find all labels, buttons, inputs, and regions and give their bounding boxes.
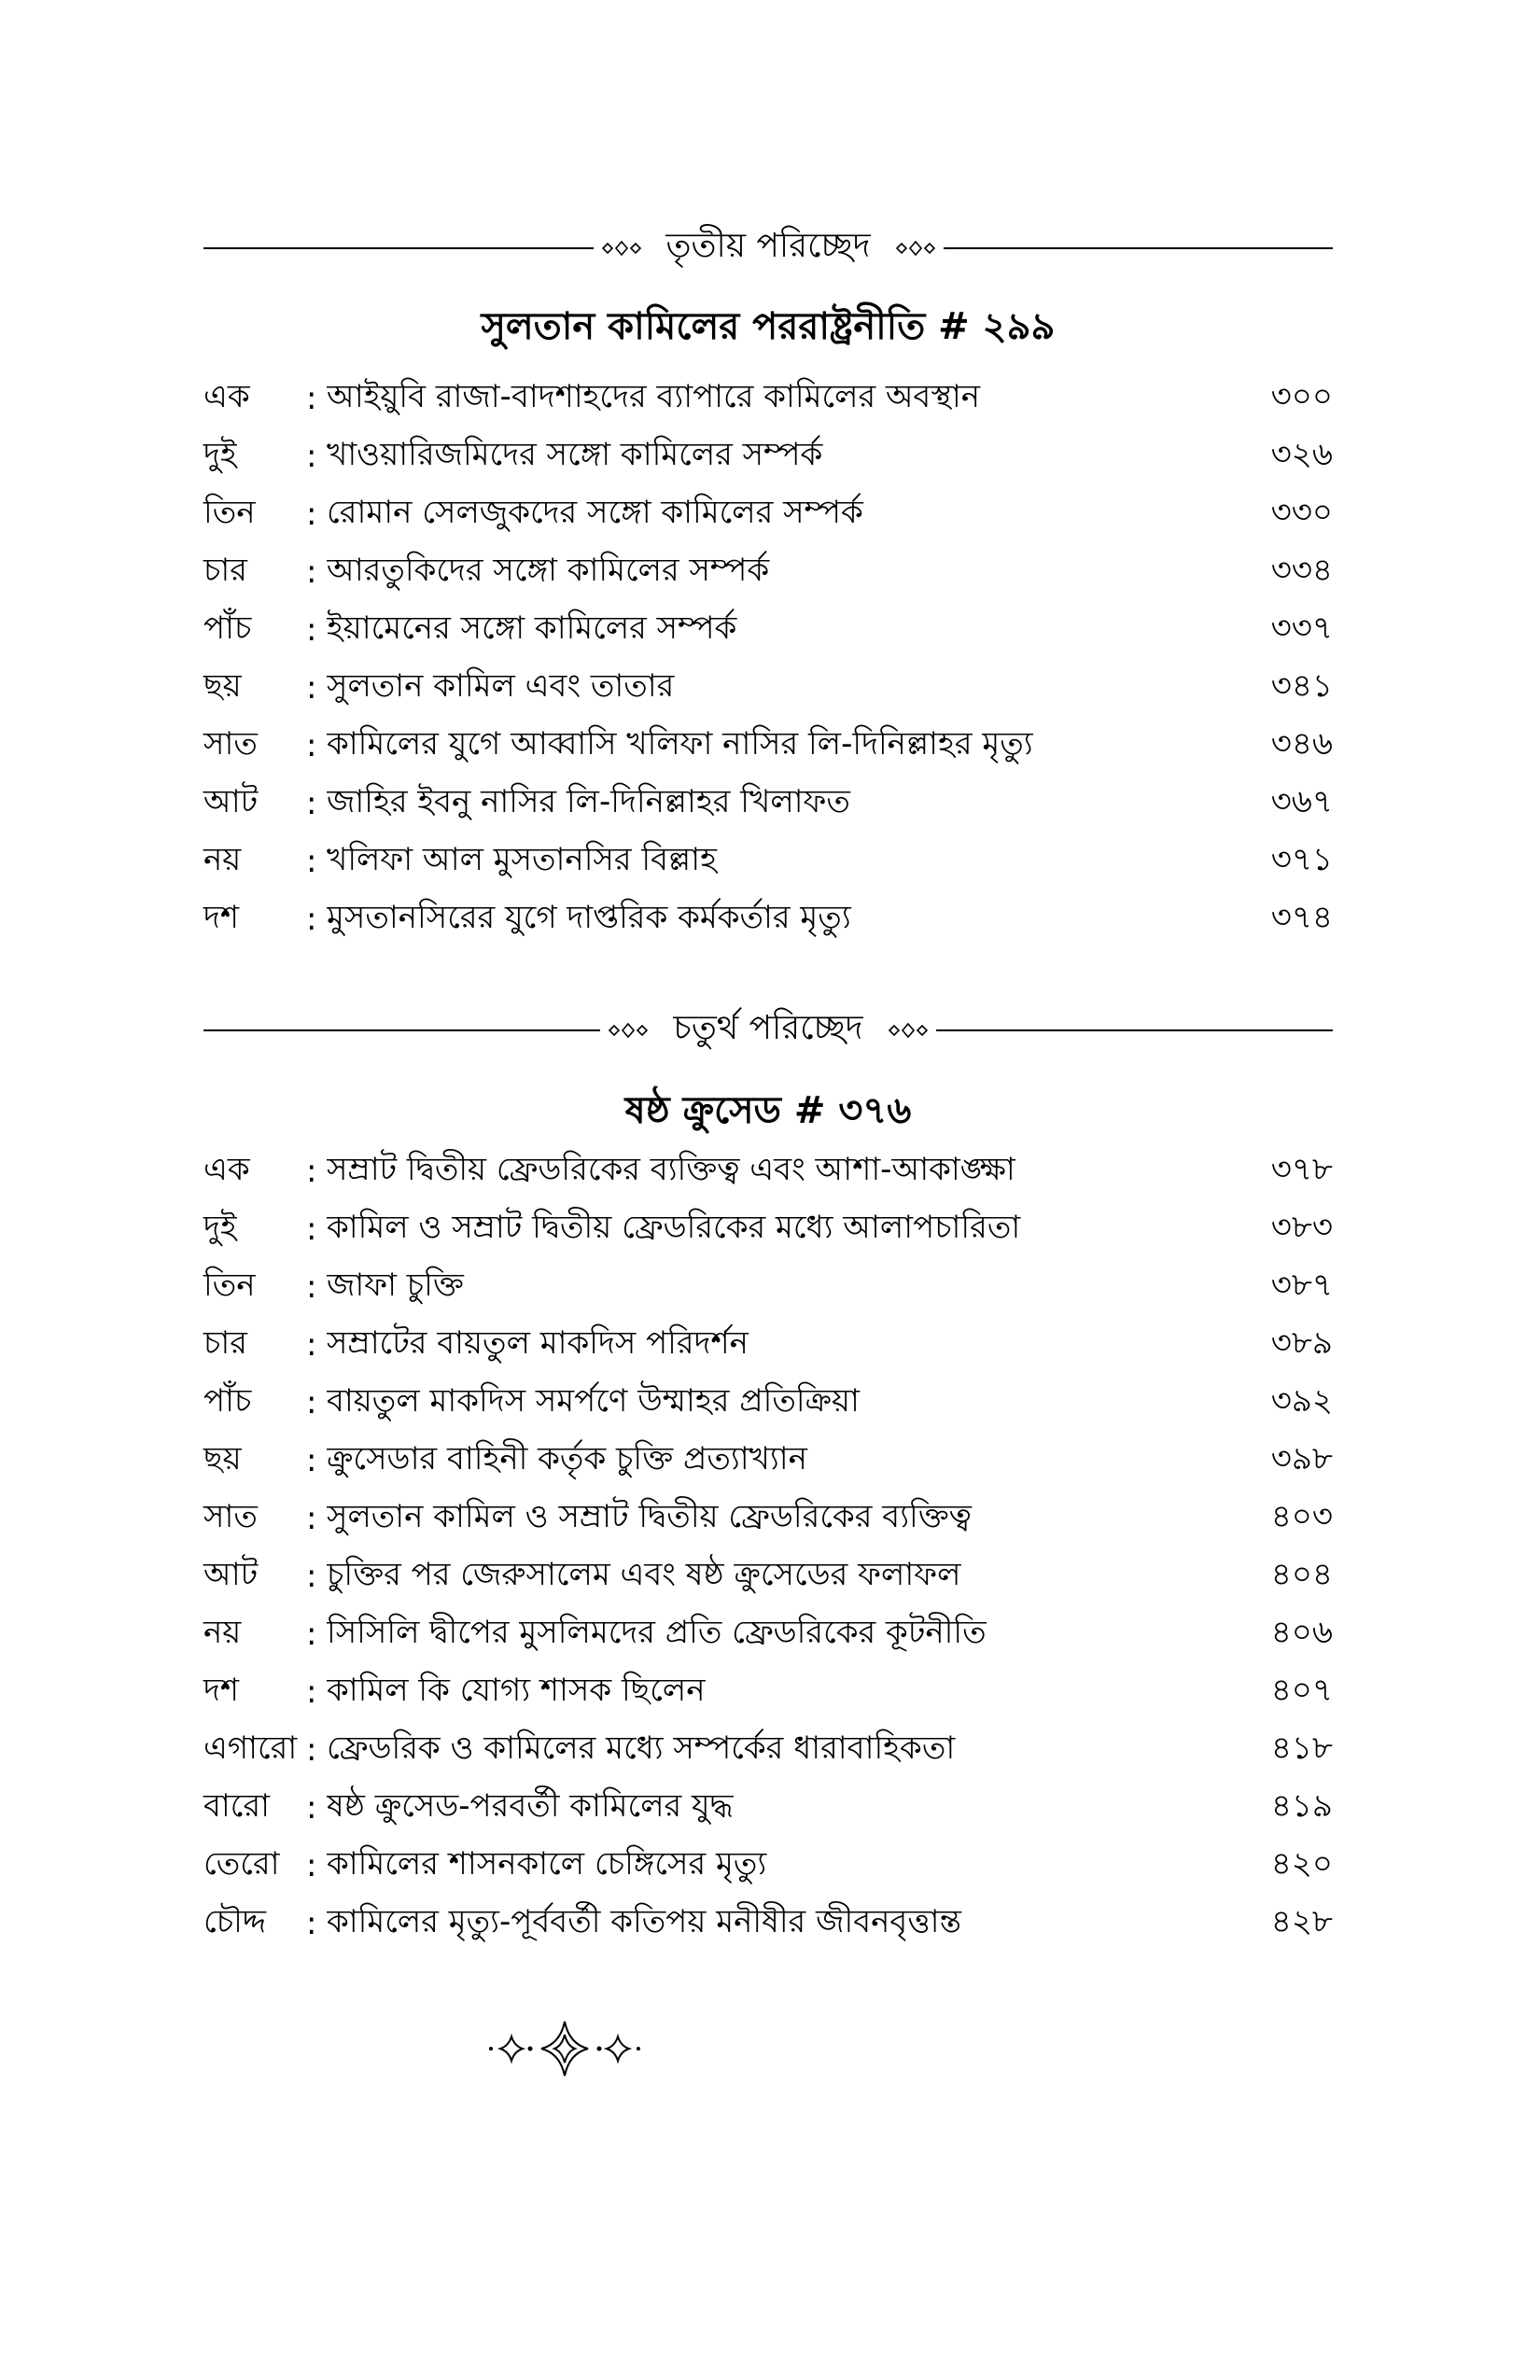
- chapter-heading: তৃতীয় পরিচ্ছেদ: [665, 227, 871, 265]
- entry-number: এক: [203, 377, 250, 415]
- toc-entry[interactable]: [203, 1663, 1333, 1721]
- entry-number: ছয়: [203, 666, 242, 705]
- toc-entry[interactable]: [203, 485, 1333, 543]
- entry-colon: :: [306, 1731, 317, 1769]
- toc-entry[interactable]: [203, 775, 1333, 833]
- entry-colon: :: [306, 1500, 317, 1537]
- diamond-ornament-icon: [891, 239, 940, 258]
- entry-title: আরতুকিদের সঙ্গো কামিলের সম্পর্ক: [327, 551, 770, 589]
- toc-entry[interactable]: [203, 1837, 1333, 1895]
- entry-colon: :: [306, 901, 317, 938]
- entry-page: ৩৯২: [1270, 1381, 1333, 1420]
- toc-entry[interactable]: [203, 370, 1333, 427]
- entry-page: ৪২৮: [1270, 1902, 1333, 1940]
- entry-title: আইয়ুবি রাজা-বাদশাহদের ব্যাপারে কামিলের অবস্থান: [327, 377, 980, 415]
- diamond-ornament-icon: [884, 1021, 932, 1040]
- entry-title: সম্রাটের বায়তুল মাকদিস পরিদর্শন: [327, 1323, 749, 1362]
- entry-page: ৪০৬: [1270, 1613, 1333, 1651]
- entry-title: জাফা চুক্তি: [327, 1266, 464, 1304]
- entry-colon: :: [306, 1384, 317, 1421]
- entry-title: বায়তুল মাকদিস সমর্পণে উম্মাহর প্রতিক্রিয়া: [327, 1381, 860, 1420]
- entry-number: দশ: [203, 1671, 239, 1709]
- entry-colon: :: [306, 785, 317, 822]
- diamond-ornament-icon: [597, 239, 646, 258]
- entry-colon: :: [306, 1442, 317, 1479]
- entry-colon: :: [306, 611, 317, 649]
- toc-entry[interactable]: [203, 1605, 1333, 1663]
- entry-colon: :: [306, 669, 317, 707]
- entry-title: সিসিলি দ্বীপের মুসলিমদের প্রতি ফ্রেডরিকের কূটনীতি: [327, 1613, 987, 1651]
- divider-rule-left: [203, 247, 594, 249]
- entry-title: ক্রুসেডার বাহিনী কর্তৃক চুক্তি প্রত্যাখ্যান: [327, 1439, 807, 1477]
- entry-title: ইয়ামেনের সঙ্গো কামিলের সম্পর্ক: [327, 609, 737, 647]
- entry-title: মুসতানসিরের যুগে দাপ্তরিক কর্মকর্তার মৃত্যু: [327, 898, 851, 936]
- section-title: ষষ্ঠ ক্রুসেড # ৩৭৬: [624, 1089, 912, 1132]
- entry-page: ৩৩৭: [1270, 609, 1333, 647]
- section-divider-4: [203, 1002, 1333, 1058]
- toc-entry[interactable]: [203, 1895, 1333, 1953]
- entry-colon: :: [306, 553, 317, 591]
- entry-page: ৩০০: [1270, 377, 1333, 415]
- entry-title: সুলতান কামিল ও সম্রাট দ্বিতীয় ফ্রেডরিকের ব্যক্তিত্ব: [327, 1497, 972, 1535]
- entry-number: নয়: [203, 1613, 242, 1651]
- chapter-heading: চতুর্থ পরিচ্ছেদ: [673, 1009, 863, 1047]
- toc-list: [203, 370, 1333, 948]
- entry-number: সাত: [203, 1497, 258, 1535]
- entry-page: ৩৪৬: [1270, 724, 1333, 763]
- entry-page: ৩২৬: [1270, 435, 1333, 473]
- entry-page: ৩৮৭: [1270, 1266, 1333, 1304]
- entry-page: ৩৪১: [1270, 666, 1333, 705]
- entry-number: তেরো: [203, 1844, 280, 1883]
- entry-page: ৩৮৯: [1270, 1323, 1333, 1362]
- toc-entry[interactable]: [203, 427, 1333, 485]
- entry-number: ছয়: [203, 1439, 242, 1477]
- section-divider-3: [203, 220, 1333, 276]
- entry-title: কামিলের যুগে আব্বাসি খলিফা নাসির লি-দিনিল্লাহর মৃত্যু: [327, 724, 1033, 763]
- entry-number: দুই: [203, 435, 237, 473]
- toc-entry[interactable]: [203, 1490, 1333, 1547]
- entry-page: ৩৩০: [1270, 493, 1333, 531]
- divider-rule-right: [936, 1029, 1333, 1031]
- toc-entry[interactable]: [203, 1200, 1333, 1258]
- star-ornament-icon: [478, 2016, 651, 2081]
- entry-colon: :: [306, 1558, 317, 1595]
- toc-entry[interactable]: [203, 1721, 1333, 1779]
- entry-title: কামিল ও সম্রাট দ্বিতীয় ফ্রেডরিকের মধ্যে আলাপচারিতা: [327, 1208, 1021, 1246]
- entry-number: পাঁচ: [203, 609, 252, 647]
- entry-number: দশ: [203, 898, 239, 936]
- entry-number: চার: [203, 551, 247, 589]
- entry-title: ষষ্ঠ ক্রুসেড-পরবর্তী কামিলের যুদ্ধ: [327, 1786, 734, 1825]
- entry-colon: :: [306, 1268, 317, 1306]
- toc-entry[interactable]: [203, 1374, 1333, 1432]
- entry-colon: :: [306, 438, 317, 475]
- entry-page: ৩৯৮: [1270, 1439, 1333, 1477]
- entry-page: ৪০৪: [1270, 1555, 1333, 1593]
- entry-number: সাত: [203, 724, 258, 763]
- toc-entry[interactable]: [203, 1258, 1333, 1316]
- toc-entry[interactable]: [203, 1316, 1333, 1374]
- entry-number: আট: [203, 782, 259, 820]
- entry-title: কামিলের শাসনকালে চেঙ্গিসের মৃত্যু: [327, 1844, 767, 1883]
- entry-page: ৪১৯: [1270, 1786, 1333, 1825]
- entry-page: ৩৭১: [1270, 840, 1333, 878]
- entry-page: ৩৬৭: [1270, 782, 1333, 820]
- entry-number: তিন: [203, 1266, 256, 1304]
- entry-colon: :: [306, 1905, 317, 1942]
- toc-entry[interactable]: [203, 1432, 1333, 1490]
- entry-colon: :: [306, 1847, 317, 1884]
- entry-page: ৪২০: [1270, 1844, 1333, 1883]
- section-title: সুলতান কামিলের পররাষ্ট্রনীতি # ২৯৯: [481, 305, 1056, 348]
- entry-colon: :: [306, 380, 317, 417]
- toc-entry[interactable]: [203, 717, 1333, 775]
- entry-number: তিন: [203, 493, 256, 531]
- entry-page: ৩৩৪: [1270, 551, 1333, 589]
- toc-list: [203, 1142, 1333, 1953]
- entry-number: নয়: [203, 840, 242, 878]
- entry-page: ৪০৩: [1270, 1497, 1333, 1535]
- entry-number: দুই: [203, 1208, 237, 1246]
- entry-colon: :: [306, 843, 317, 880]
- entry-page: ৩৭৪: [1270, 898, 1333, 936]
- entry-page: ৪১৮: [1270, 1729, 1333, 1767]
- entry-title: সম্রাট দ্বিতীয় ফ্রেডরিকের ব্যক্তিত্ব এবং আশা-আকাঙ্ক্ষা: [327, 1150, 1015, 1188]
- entry-colon: :: [306, 1153, 317, 1190]
- entry-title: কামিল কি যোগ্য শাসক ছিলেন: [327, 1671, 706, 1709]
- entry-title: জাহির ইবনু নাসির লি-দিনিল্লাহর খিলাফত: [327, 782, 850, 820]
- entry-title: কামিলের মৃত্যু-পূর্ববর্তী কতিপয় মনীষীর জীবনবৃত্তান্ত: [327, 1902, 961, 1940]
- entry-page: ৪০৭: [1270, 1671, 1333, 1709]
- diamond-ornament-icon: [604, 1021, 652, 1040]
- divider-center: [600, 1002, 935, 1058]
- entry-title: খলিফা আল মুসতানসির বিল্লাহ: [327, 840, 717, 878]
- entry-title: ফ্রেডরিক ও কামিলের মধ্যে সম্পর্কের ধারাবাহিকতা: [327, 1729, 956, 1767]
- entry-colon: :: [306, 1616, 317, 1653]
- toc-entry[interactable]: [203, 659, 1333, 717]
- entry-colon: :: [306, 496, 317, 533]
- entry-colon: :: [306, 1326, 317, 1364]
- toc-entry[interactable]: [203, 601, 1333, 659]
- entry-page: ৩৭৮: [1270, 1150, 1333, 1188]
- entry-colon: :: [306, 1673, 317, 1711]
- entry-colon: :: [306, 1211, 317, 1248]
- entry-number: চৌদ্দ: [203, 1902, 267, 1940]
- toc-entry[interactable]: [203, 543, 1333, 601]
- toc-entry[interactable]: [203, 1547, 1333, 1605]
- entry-number: চার: [203, 1323, 247, 1362]
- entry-number: পাঁচ: [203, 1381, 252, 1420]
- entry-colon: :: [306, 727, 317, 764]
- entry-number: এক: [203, 1150, 250, 1188]
- entry-title: সুলতান কামিল এবং তাতার: [327, 666, 675, 705]
- toc-entry[interactable]: [203, 1779, 1333, 1837]
- toc-entry[interactable]: [203, 890, 1333, 948]
- entry-number: এগারো: [203, 1729, 298, 1767]
- entry-number: আট: [203, 1555, 259, 1593]
- toc-entry[interactable]: [203, 833, 1333, 890]
- divider-rule-left: [203, 1029, 600, 1031]
- entry-colon: :: [306, 1789, 317, 1827]
- divider-center: [594, 220, 944, 276]
- toc-entry[interactable]: [203, 1142, 1333, 1200]
- divider-rule-right: [944, 247, 1334, 249]
- entry-title: রোমান সেলজুকদের সঙ্গো কামিলের সম্পর্ক: [327, 493, 863, 531]
- entry-number: বারো: [203, 1786, 271, 1825]
- entry-title: খাওয়ারিজমিদের সঙ্গো কামিলের সম্পর্ক: [327, 435, 823, 473]
- entry-title: চুক্তির পর জেরুসালেম এবং ষষ্ঠ ক্রুসেডের ফলাফল: [327, 1555, 961, 1593]
- entry-page: ৩৮৩: [1270, 1208, 1333, 1246]
